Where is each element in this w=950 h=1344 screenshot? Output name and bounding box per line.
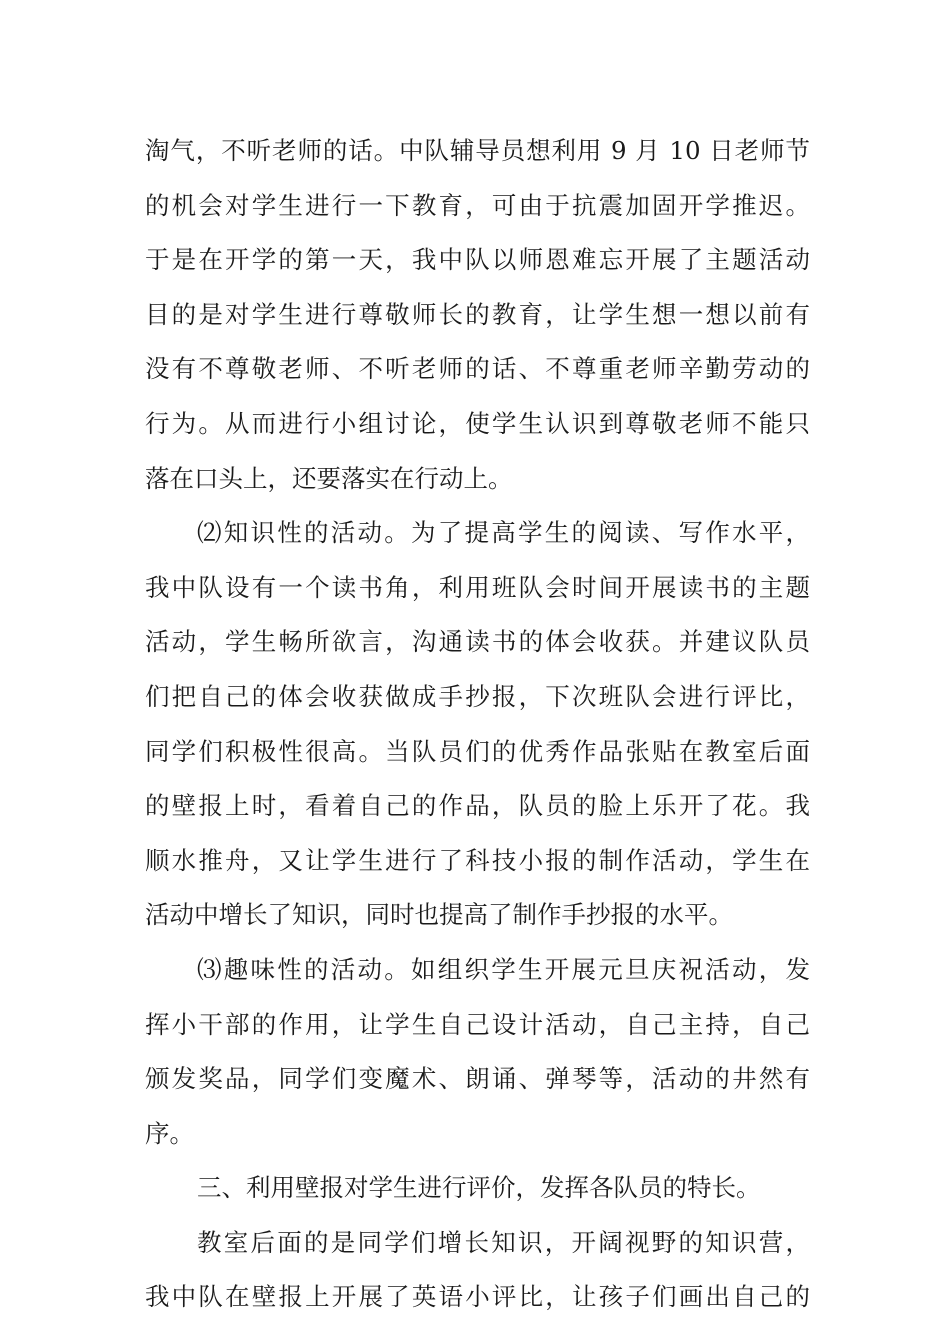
text-line: 三、利用壁报对学生进行评价，发挥各队员的特长。 bbox=[197, 1173, 761, 1203]
text-line: 活动中增长了知识，同时也提高了制作手抄报的水平。 bbox=[145, 900, 733, 930]
document-body-text bbox=[145, 124, 810, 1325]
text-line: 目的是对学生进行尊敬师长的教育，让学生想一想以前有 bbox=[145, 299, 810, 329]
text-line: 我中队设有一个读书角，利用班队会时间开展读书的主题 bbox=[145, 572, 810, 602]
text-line: 于是在开学的第一天，我中队以师恩难忘开展了主题活动 bbox=[145, 245, 810, 275]
text-line: ⑵知识性的活动。为了提高学生的阅读、写作水平， bbox=[197, 518, 810, 548]
text-line: ⑶趣味性的活动。如组织学生开展元旦庆祝活动，发 bbox=[197, 954, 810, 984]
text-line: 序。 bbox=[145, 1118, 194, 1148]
text-line: 的机会对学生进行一下教育，可由于抗震加固开学推迟。 bbox=[145, 190, 810, 220]
text-line: 行为。从而进行小组讨论，使学生认识到尊敬老师不能只 bbox=[145, 408, 810, 438]
text-line: 顺水推舟，又让学生进行了科技小报的制作活动，学生在 bbox=[145, 845, 810, 875]
text-line: 淘气，不听老师的话。中队辅导员想利用 9 月 10 日老师节 bbox=[145, 136, 810, 165]
text-line: 落在口头上，还要落实在行动上。 bbox=[145, 463, 513, 493]
text-line: 同学们积极性很高。当队员们的优秀作品张贴在教室后面 bbox=[145, 736, 810, 766]
text-line: 颁发奖品，同学们变魔术、朗诵、弹琴等，活动的井然有 bbox=[145, 1064, 810, 1094]
text-line: 教室后面的是同学们增长知识，开阔视野的知识营， bbox=[197, 1227, 810, 1257]
text-line: 挥小干部的作用，让学生自己设计活动，自己主持，自己 bbox=[145, 1009, 810, 1039]
text-line: 活动，学生畅所欲言，沟通读书的体会收获。并建议队员 bbox=[145, 627, 810, 657]
text-line: 们把自己的体会收获做成手抄报，下次班队会进行评比， bbox=[145, 681, 810, 711]
text-line: 我中队在壁报上开展了英语小评比，让孩子们画出自己的 bbox=[145, 1282, 810, 1312]
text-line: 没有不尊敬老师、不听老师的话、不尊重老师辛勤劳动的 bbox=[145, 354, 810, 384]
text-line: 的壁报上时，看着自己的作品，队员的脸上乐开了花。我 bbox=[145, 791, 810, 821]
